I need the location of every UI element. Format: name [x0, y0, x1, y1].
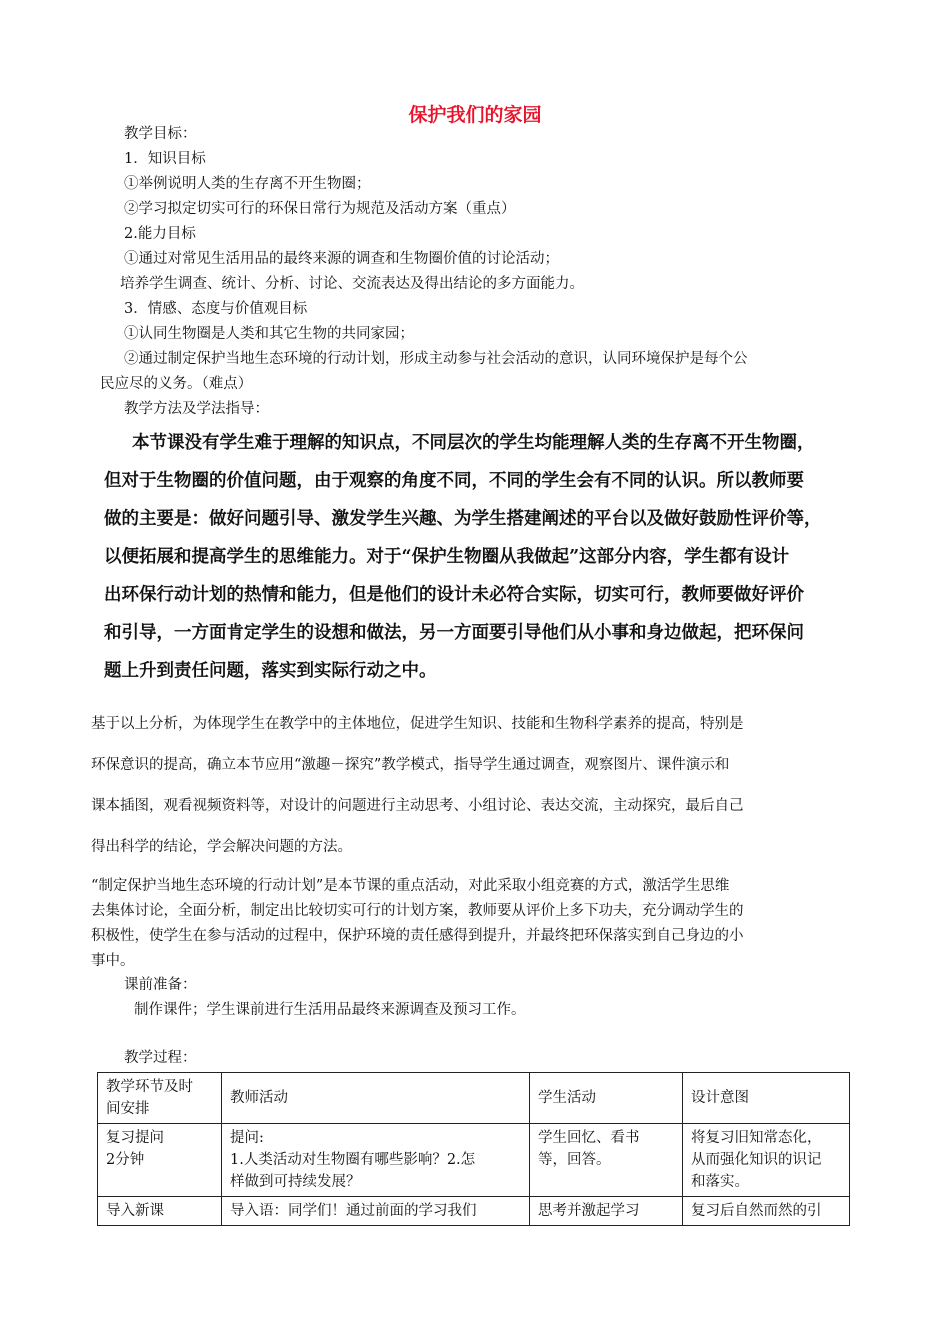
paragraph-line: 出环保行动计划的热情和能力，但是他们的设计未必符合实际，切实可行，教师要做好评价: [104, 585, 804, 605]
table-header-row: [98, 1073, 850, 1124]
method-heading: 教学方法及学法指导：: [124, 401, 269, 417]
objective-line: 3．情感、态度与价值观目标: [124, 301, 308, 317]
objective-line: ①举例说明人类的生存离不开生物圈；: [124, 176, 371, 192]
table-cell: 导入语：同学们！通过前面的学习我们: [222, 1197, 530, 1226]
objective-line: 2.能力目标: [124, 226, 196, 242]
header-cell: 学生活动: [530, 1073, 683, 1124]
paragraph-line: 题上升到责任问题，落实到实际行动之中。: [104, 661, 437, 681]
paragraph-line: 积极性，使学生在参与活动的过程中，保护环境的责任感得到提升，并最终把环保落实到自己身边的小: [91, 928, 744, 944]
objectives-section: [100, 122, 860, 422]
preparation-section: [100, 973, 860, 1023]
paragraph-line: 以便拓展和提高学生的思维能力。对于“保护生物圈从我做起”这部分内容，学生都有设计: [104, 547, 790, 567]
objective-line: 民应尽的义务。（难点）: [100, 376, 253, 392]
objective-line: ②学习拟定切实可行的环保日常行为规范及活动方案（重点）: [124, 201, 516, 217]
objective-line: ①认同生物圈是人类和其它生物的共同家园；: [124, 326, 414, 342]
objective-line: 培养学生调查、统计、分析、讨论、交流表达及得出结论的多方面能力。: [120, 276, 584, 292]
preparation-text: 制作课件；学生课前进行生活用品最终来源调查及预习工作。: [134, 1002, 526, 1018]
table-cell: 提问: 1.人类活动对生物圈有哪些影响？2.怎 样做到可持续发展？: [222, 1124, 530, 1197]
method-paragraph: [104, 424, 864, 690]
paragraph-line: 去集体讨论，全面分析，制定出比较切实可行的计划方案，教师要从评价上多下功夫，充分调动学生的: [91, 903, 744, 919]
table-cell: 思考并激起学习: [530, 1197, 683, 1226]
process-section: [100, 1046, 860, 1071]
paragraph-line: 做的主要是：做好问题引导、激发学生兴趣、为学生搭建阐述的平台以及做好鼓励性评价等，: [104, 509, 822, 529]
process-table: [97, 1072, 850, 1226]
activity-paragraph: [91, 874, 861, 974]
paragraph-line: 环保意识的提高，确立本节应用“激趣－探究”教学模式，指导学生通过调查，观察图片、课件演示和: [91, 757, 730, 773]
header-cell: 教学环节及时 间安排: [98, 1073, 222, 1124]
header-cell: 教师活动: [222, 1073, 530, 1124]
preparation-heading: 课前准备：: [124, 977, 197, 993]
paragraph-line: 得出科学的结论，学会解决问题的方法。: [91, 839, 352, 855]
paragraph-line: 事中。: [91, 953, 135, 969]
paragraph-line: 但对于生物圈的价值问题，由于观察的角度不同，不同的学生会有不同的认识。所以教师要: [104, 471, 804, 491]
paragraph-line: 本节课没有学生难于理解的知识点，不同层次的学生均能理解人类的生存离不开生物圈，: [132, 433, 815, 453]
header-cell: 设计意图: [683, 1073, 850, 1124]
table-cell: 导入新课: [98, 1197, 222, 1226]
paragraph-line: 课本插图，观看视频资料等，对设计的问题进行主动思考、小组讨论、表达交流，主动探究，最后自己: [91, 798, 744, 814]
objectives-heading: 教学目标：: [124, 126, 197, 142]
table-cell: 复习提问 2分钟: [98, 1124, 222, 1197]
analysis-paragraph: [91, 704, 861, 868]
objective-line: ①通过对常见生活用品的最终来源的调查和生物圈价值的讨论活动；: [124, 251, 559, 267]
table-row: [98, 1197, 850, 1226]
objective-line: 1．知识目标: [124, 151, 206, 167]
document-title: 保护我们的家园: [408, 104, 542, 126]
objective-line: ②通过制定保护当地生态环境的行动计划，形成主动参与社会活动的意识，认同环境保护是每个公: [124, 351, 748, 367]
table-cell: 复习后自然而然的引: [683, 1197, 850, 1226]
process-heading: 教学过程：: [124, 1050, 197, 1066]
paragraph-line: 和引导，一方面肯定学生的设想和做法，另一方面要引导他们从小事和身边做起，把环保问: [104, 623, 804, 643]
table-row: [98, 1124, 850, 1197]
table-cell: 将复习旧知常态化， 从而强化知识的识记 和落实。: [683, 1124, 850, 1197]
paragraph-line: “制定保护当地生态环境的行动计划”是本节课的重点活动，对此采取小组竞赛的方式，激活学生思维: [91, 878, 730, 894]
table-cell: 学生回忆、看书 等，回答。: [530, 1124, 683, 1197]
paragraph-line: 基于以上分析，为体现学生在教学中的主体地位，促进学生知识、技能和生物科学素养的提高，特别是: [91, 716, 744, 732]
